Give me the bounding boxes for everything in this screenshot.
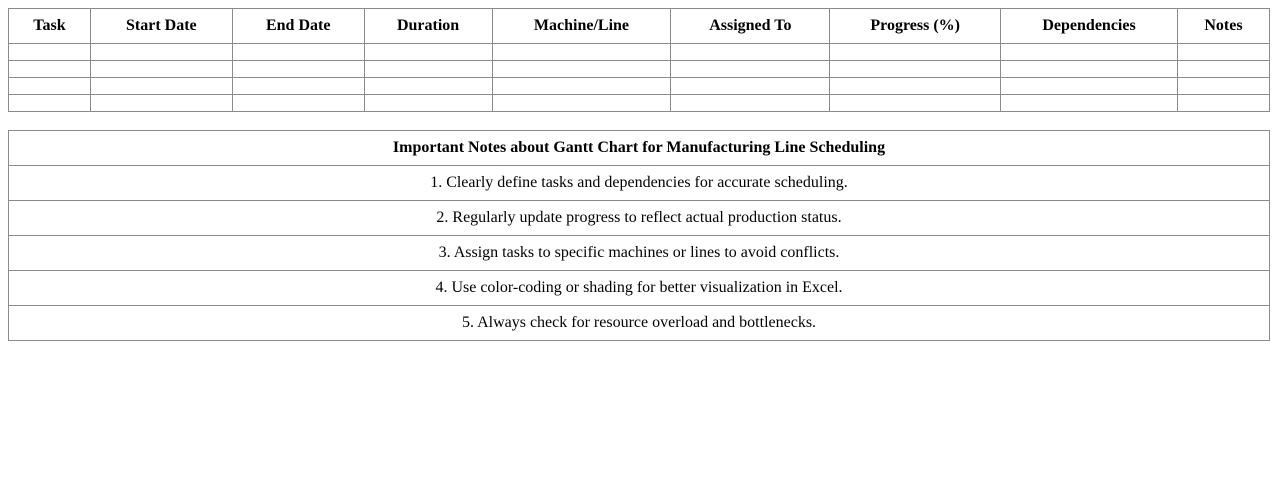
table-cell[interactable] [232,61,364,78]
list-item [9,166,1270,201]
table-cell[interactable] [90,61,232,78]
note-item: 5. Always check for resource overload and bottlenecks. [9,306,1270,341]
column-header-progress: Progress (%) [830,9,1001,44]
table-cell[interactable] [492,44,671,61]
column-header-machine-line: Machine/Line [492,9,671,44]
table-row [9,61,1270,78]
list-item [9,236,1270,271]
note-item: 3. Assign tasks to specific machines or lines to avoid conflicts. [9,236,1270,271]
schedule-header-row [9,9,1270,44]
notes-title-row [9,131,1270,166]
table-cell[interactable] [830,78,1001,95]
table-cell[interactable] [90,95,232,112]
table-cell[interactable] [492,95,671,112]
table-cell[interactable] [364,95,492,112]
notes-table [8,130,1270,341]
table-cell[interactable] [9,78,91,95]
notes-title: Important Notes about Gantt Chart for Manufacturing Line Scheduling [9,131,1270,166]
table-cell[interactable] [671,61,830,78]
table-cell[interactable] [1177,78,1269,95]
table-cell[interactable] [9,61,91,78]
table-cell[interactable] [1177,44,1269,61]
table-cell[interactable] [232,95,364,112]
list-item [9,306,1270,341]
table-cell[interactable] [90,78,232,95]
note-item: 4. Use color-coding or shading for better visualization in Excel. [9,271,1270,306]
table-cell[interactable] [364,61,492,78]
list-item [9,271,1270,306]
table-cell[interactable] [671,95,830,112]
table-row [9,95,1270,112]
column-header-duration: Duration [364,9,492,44]
table-cell[interactable] [232,44,364,61]
table-cell[interactable] [1001,61,1178,78]
schedule-table [8,8,1270,112]
table-cell[interactable] [671,78,830,95]
column-header-start-date: Start Date [90,9,232,44]
table-cell[interactable] [232,78,364,95]
column-header-dependencies: Dependencies [1001,9,1178,44]
table-cell[interactable] [830,44,1001,61]
table-cell[interactable] [1001,78,1178,95]
table-cell[interactable] [364,44,492,61]
column-header-end-date: End Date [232,9,364,44]
column-header-notes: Notes [1177,9,1269,44]
table-row [9,44,1270,61]
column-header-assigned-to: Assigned To [671,9,830,44]
table-cell[interactable] [830,95,1001,112]
table-cell[interactable] [1177,61,1269,78]
table-row [9,78,1270,95]
schedule-body [9,44,1270,112]
table-cell[interactable] [1177,95,1269,112]
column-header-task: Task [9,9,91,44]
table-cell[interactable] [9,44,91,61]
table-cell[interactable] [1001,95,1178,112]
note-item: 2. Regularly update progress to reflect actual production status. [9,201,1270,236]
table-cell[interactable] [671,44,830,61]
note-item: 1. Clearly define tasks and dependencies for accurate scheduling. [9,166,1270,201]
table-cell[interactable] [830,61,1001,78]
table-cell[interactable] [90,44,232,61]
table-cell[interactable] [492,78,671,95]
table-cell[interactable] [492,61,671,78]
table-cell[interactable] [9,95,91,112]
table-cell[interactable] [364,78,492,95]
list-item [9,201,1270,236]
table-cell[interactable] [1001,44,1178,61]
